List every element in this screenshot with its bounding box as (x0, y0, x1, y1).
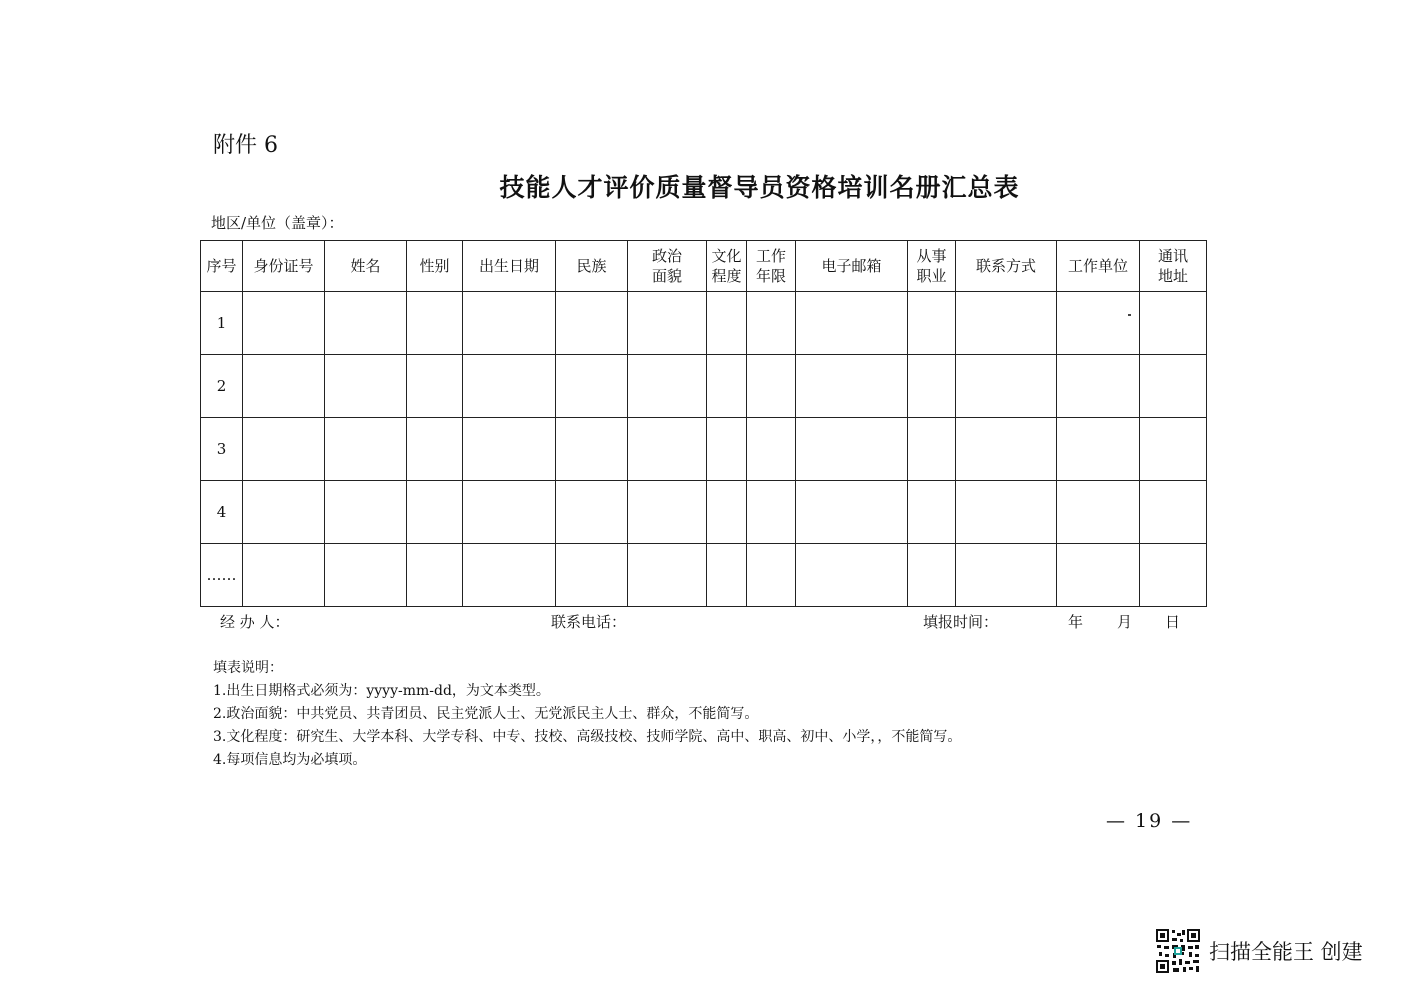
instruction-item: 2.政治面貌：中共党员、共青团员、民主党派人士、无党派民主人士、群众，不能简写。 (213, 706, 759, 722)
scanner-watermark (1155, 928, 1363, 974)
table-cell[interactable] (243, 418, 325, 481)
column-header (201, 241, 243, 292)
table-cell[interactable] (325, 544, 407, 607)
qr-code-icon (1155, 928, 1201, 974)
table-cell[interactable] (628, 481, 707, 544)
column-header-line: 工作 (755, 247, 786, 265)
table-cell[interactable] (407, 544, 463, 607)
column-header-line: 性别 (419, 257, 450, 275)
roster-table (200, 240, 1207, 607)
instructions-heading: 填表说明： (213, 660, 283, 676)
row-number: 1 (201, 292, 243, 355)
table-cell[interactable] (707, 292, 747, 355)
column-header-line: 政治 (651, 247, 682, 265)
table-cell[interactable] (707, 418, 747, 481)
day-label: 日 (1165, 613, 1181, 631)
table-row (201, 418, 1207, 481)
table-cell[interactable] (796, 481, 908, 544)
month-label: 月 (1117, 613, 1133, 631)
column-header-line: 地址 (1157, 267, 1188, 285)
table-cell[interactable] (908, 292, 956, 355)
column-header (407, 241, 463, 292)
table-cell[interactable] (796, 418, 908, 481)
table-cell[interactable] (956, 481, 1057, 544)
row-number: …… (201, 544, 243, 607)
attachment-label: 附件 6 (213, 133, 278, 158)
table-cell[interactable] (747, 418, 796, 481)
column-header (556, 241, 628, 292)
table-cell[interactable] (747, 292, 796, 355)
table-cell[interactable] (325, 355, 407, 418)
column-header-line: 联系方式 (975, 257, 1036, 275)
table-header-row (201, 241, 1207, 292)
column-header-line: 通讯 (1157, 247, 1188, 265)
phone-label: 联系电话： (551, 613, 627, 631)
table-cell[interactable] (908, 355, 956, 418)
date-label: 填报时间： (923, 613, 999, 631)
column-header (796, 241, 908, 292)
column-header (956, 241, 1057, 292)
table-cell[interactable] (1057, 481, 1140, 544)
table-cell[interactable] (1140, 292, 1207, 355)
region-label: 地区/单位（盖章）： (211, 214, 344, 232)
table-cell[interactable] (956, 418, 1057, 481)
table-cell[interactable] (556, 544, 628, 607)
row-number: 4 (201, 481, 243, 544)
column-header (908, 241, 956, 292)
column-header-line: 工作单位 (1067, 257, 1128, 275)
table-row (201, 292, 1207, 355)
table-cell[interactable] (908, 481, 956, 544)
table-cell[interactable] (407, 292, 463, 355)
table-cell[interactable] (796, 355, 908, 418)
table-cell[interactable] (1057, 544, 1140, 607)
table-cell[interactable] (243, 481, 325, 544)
column-header (243, 241, 325, 292)
table-cell[interactable] (707, 544, 747, 607)
column-header-line: 姓名 (350, 257, 381, 275)
column-header (747, 241, 796, 292)
column-header-line: 从事 (916, 247, 947, 265)
table-cell[interactable] (956, 355, 1057, 418)
table-cell[interactable] (407, 418, 463, 481)
document-title: 技能人才评价质量督导员资格培训名册汇总表 (499, 173, 1020, 202)
scan-speck (1128, 314, 1131, 316)
table-cell[interactable] (556, 292, 628, 355)
table-cell[interactable] (325, 292, 407, 355)
column-header-line: 职业 (916, 267, 947, 285)
column-header-line: 出生日期 (478, 257, 539, 275)
table-cell[interactable] (1140, 355, 1207, 418)
table-cell[interactable] (243, 292, 325, 355)
table-cell[interactable] (1057, 418, 1140, 481)
table-cell[interactable] (1140, 544, 1207, 607)
table-cell[interactable] (463, 544, 556, 607)
column-header (1057, 241, 1140, 292)
table-cell[interactable] (463, 481, 556, 544)
column-header (707, 241, 747, 292)
year-label: 年 (1068, 613, 1084, 631)
column-header-line: 电子邮箱 (821, 257, 882, 275)
table-cell[interactable] (1057, 292, 1140, 355)
column-header (463, 241, 556, 292)
table-cell[interactable] (243, 544, 325, 607)
column-header-line: 程度 (711, 267, 742, 285)
table-cell[interactable] (325, 418, 407, 481)
table-cell[interactable] (707, 481, 747, 544)
table-cell[interactable] (628, 544, 707, 607)
table-cell[interactable] (556, 481, 628, 544)
instructions (213, 657, 961, 772)
table-cell[interactable] (956, 292, 1057, 355)
instruction-item: 1.出生日期格式必须为：yyyy-mm-dd，为文本类型。 (213, 683, 550, 699)
table-cell[interactable] (1140, 418, 1207, 481)
table-cell[interactable] (407, 481, 463, 544)
table-cell[interactable] (908, 418, 956, 481)
table-cell[interactable] (463, 355, 556, 418)
page-number: — 19 — (1106, 810, 1193, 832)
table-cell[interactable] (1140, 481, 1207, 544)
instruction-item: 3.文化程度：研究生、大学本科、大学专科、中专、技校、高级技校、技师学院、高中、职高、初中、小学，，不能简写。 (213, 729, 962, 745)
table-cell[interactable] (747, 544, 796, 607)
table-row (201, 481, 1207, 544)
table-cell[interactable] (463, 292, 556, 355)
table-cell[interactable] (1057, 355, 1140, 418)
table-cell[interactable] (407, 355, 463, 418)
table-cell[interactable] (463, 418, 556, 481)
table-row (201, 355, 1207, 418)
column-header-line: 年限 (755, 267, 786, 285)
row-number: 3 (201, 418, 243, 481)
handler-label: 经 办 人： (220, 613, 290, 631)
row-number: 2 (201, 355, 243, 418)
table-row (201, 544, 1207, 607)
table-cell[interactable] (747, 355, 796, 418)
column-header-line: 面貌 (651, 267, 682, 285)
table-cell[interactable] (908, 544, 956, 607)
table-cell[interactable] (707, 355, 747, 418)
column-header-line: 民族 (576, 257, 607, 275)
column-header-line: 序号 (206, 257, 237, 275)
table-cell[interactable] (956, 544, 1057, 607)
column-header (325, 241, 407, 292)
column-header (1140, 241, 1207, 292)
table-cell[interactable] (747, 481, 796, 544)
table-cell[interactable] (325, 481, 407, 544)
table-cell[interactable] (628, 292, 707, 355)
table-cell[interactable] (556, 418, 628, 481)
column-header-line: 文化 (711, 247, 742, 265)
column-header (628, 241, 707, 292)
table-cell[interactable] (796, 544, 908, 607)
table-cell[interactable] (796, 292, 908, 355)
column-header-line: 身份证号 (253, 257, 314, 275)
scanner-brand-text: 扫描全能王 创建 (1209, 940, 1363, 964)
table-cell[interactable] (628, 418, 707, 481)
table-cell[interactable] (556, 355, 628, 418)
instruction-item: 4.每项信息均为必填项。 (213, 752, 367, 768)
table-cell[interactable] (628, 355, 707, 418)
table-cell[interactable] (243, 355, 325, 418)
